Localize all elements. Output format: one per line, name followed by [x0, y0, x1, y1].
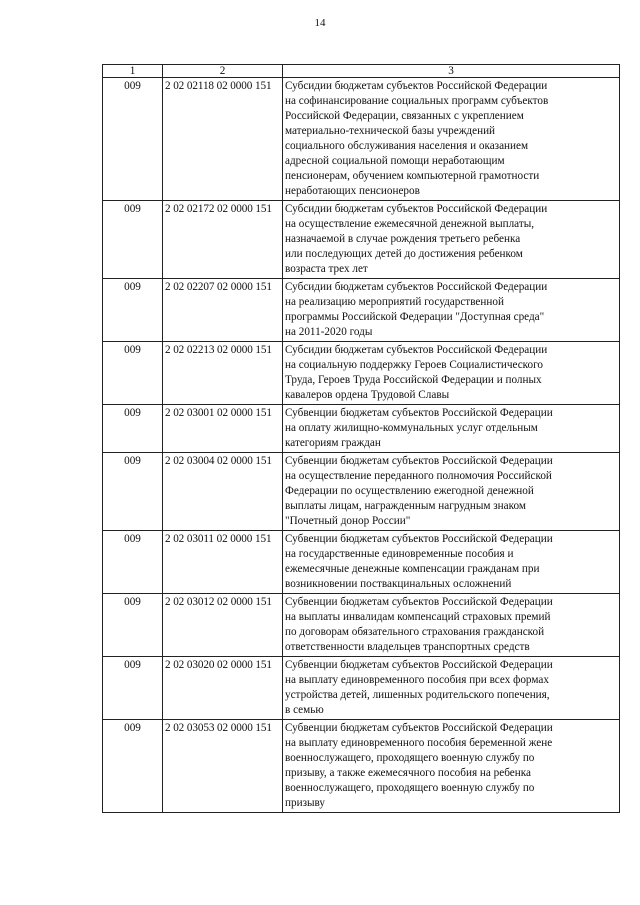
- table-row: [103, 720, 620, 813]
- description-cell: Субсидии бюджетам субъектов Российской Федерации на социальную поддержку Героев Социалистического Труда, Героев Труда Российской Федерации и полных кавалеров ордена Трудовой Славы: [283, 342, 620, 405]
- budget-code-cell: 2 02 03053 02 0000 151: [163, 720, 283, 813]
- description-cell: Субвенции бюджетам субъектов Российской Федерации на государственные единовременные пособия и ежемесячные денежные компенсации гражданам при возникновении поствакцинальных осложнений: [283, 531, 620, 594]
- description-cell: Субсидии бюджетам субъектов Российской Федерации на софинансирование социальных программ субъектов Российской Федерации, связанных с укреплением материально-технической базы учреждений социального обслуживания населения и оказанием адресной социальной помощи неработающим пенсионерам, обучением компьютерной грамотности неработающих пенсионеров: [283, 78, 620, 201]
- admin-code-cell: 009: [103, 453, 163, 531]
- header-col-1: 1: [103, 65, 163, 78]
- table-row: [103, 531, 620, 594]
- description-cell: Субвенции бюджетам субъектов Российской Федерации на выплату единовременного пособия при всех формах устройства детей, лишенных родительского попечения, в семью: [283, 657, 620, 720]
- table-row: [103, 279, 620, 342]
- table-row: [103, 405, 620, 453]
- budget-code-cell: 2 02 02207 02 0000 151: [163, 279, 283, 342]
- admin-code-cell: 009: [103, 201, 163, 279]
- description-cell: Субвенции бюджетам субъектов Российской Федерации на оплату жилищно-коммунальных услуг отдельным категориям граждан: [283, 405, 620, 453]
- budget-code-cell: 2 02 02213 02 0000 151: [163, 342, 283, 405]
- description-cell: Субвенции бюджетам субъектов Российской Федерации на выплату единовременного пособия беременной жене военнослужащего, проходящего военную службу по призыву, а также ежемесячного пособия на ребенка военнослужащего, проходящего военную службу по призыву: [283, 720, 620, 813]
- description-cell: Субвенции бюджетам субъектов Российской Федерации на выплаты инвалидам компенсаций страховых премий по договорам обязательного страхования гражданской ответственности владельцев транспортных средств: [283, 594, 620, 657]
- table-header-row: [103, 65, 620, 78]
- budget-code-cell: 2 02 03001 02 0000 151: [163, 405, 283, 453]
- table-row: [103, 657, 620, 720]
- table-row: [103, 342, 620, 405]
- admin-code-cell: 009: [103, 594, 163, 657]
- budget-code-cell: 2 02 03011 02 0000 151: [163, 531, 283, 594]
- admin-code-cell: 009: [103, 657, 163, 720]
- table-row: [103, 453, 620, 531]
- admin-code-cell: 009: [103, 531, 163, 594]
- admin-code-cell: 009: [103, 405, 163, 453]
- table-row: [103, 78, 620, 201]
- table-row: [103, 594, 620, 657]
- budget-code-cell: 2 02 03012 02 0000 151: [163, 594, 283, 657]
- budget-code-cell: 2 02 03004 02 0000 151: [163, 453, 283, 531]
- page-number: 14: [314, 17, 326, 29]
- header-col-3: 3: [283, 65, 620, 78]
- header-col-2: 2: [163, 65, 283, 78]
- classification-table: [102, 64, 620, 813]
- admin-code-cell: 009: [103, 720, 163, 813]
- admin-code-cell: 009: [103, 279, 163, 342]
- budget-code-cell: 2 02 03020 02 0000 151: [163, 657, 283, 720]
- budget-code-cell: 2 02 02172 02 0000 151: [163, 201, 283, 279]
- budget-code-cell: 2 02 02118 02 0000 151: [163, 78, 283, 201]
- description-cell: Субвенции бюджетам субъектов Российской Федерации на осуществление переданного полномочия Российской Федерации по осуществлению ежегодной денежной выплаты лицам, награжденным нагрудным знаком "Почетный донор России": [283, 453, 620, 531]
- admin-code-cell: 009: [103, 78, 163, 201]
- admin-code-cell: 009: [103, 342, 163, 405]
- description-cell: Субсидии бюджетам субъектов Российской Федерации на реализацию мероприятий государственной программы Российской Федерации "Доступная среда" на 2011-2020 годы: [283, 279, 620, 342]
- description-cell: Субсидии бюджетам субъектов Российской Федерации на осуществление ежемесячной денежной выплаты, назначаемой в случае рождения третьего ребенка или последующих детей до достижения ребенком возраста трех лет: [283, 201, 620, 279]
- table-row: [103, 201, 620, 279]
